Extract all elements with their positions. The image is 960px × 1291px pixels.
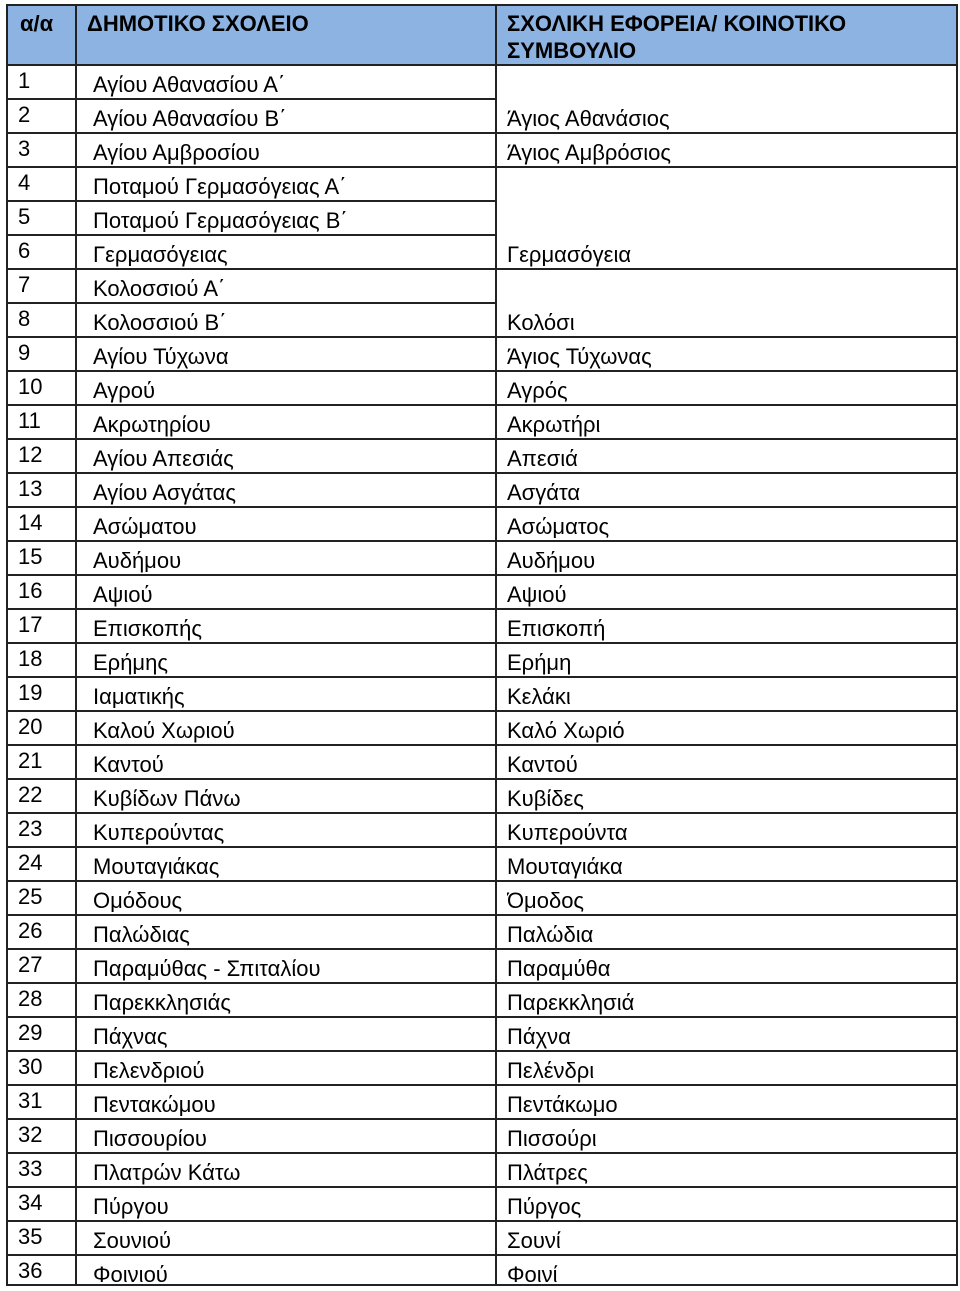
row-number: 31: [18, 1088, 43, 1113]
school-name: Πύργου: [93, 1194, 169, 1219]
school-name: Παλώδιας: [93, 922, 190, 947]
board-divider: [495, 642, 956, 644]
row-number: 34: [18, 1190, 43, 1215]
row-number: 15: [18, 544, 43, 569]
board-divider: [495, 1118, 956, 1120]
school-name: Ομόδους: [93, 888, 183, 913]
board-divider: [495, 948, 956, 950]
school-name: Αγρού: [93, 378, 156, 403]
row-number: 8: [18, 306, 31, 331]
board-name: Πάχνα: [507, 1024, 571, 1049]
school-name: Ποταμού Γερμασόγειας Α΄: [93, 174, 347, 199]
board-divider: [495, 166, 956, 168]
board-name: Άγιος Αμβρόσιος: [507, 140, 671, 165]
column-divider-2: [495, 6, 497, 1284]
row-number: 10: [18, 374, 43, 399]
row-number: 30: [18, 1054, 43, 1079]
board-divider: [495, 506, 956, 508]
board-divider: [495, 574, 956, 576]
school-name: Πεντακώμου: [93, 1092, 216, 1117]
board-name: Πελένδρι: [507, 1058, 595, 1083]
row-number: 32: [18, 1122, 43, 1147]
school-name: Αψιού: [93, 582, 153, 607]
header-board: ΣΧΟΛΙΚΗ ΕΦΟΡΕΙΑ/ ΚΟΙΝΟΤΙΚΟ ΣΥΜΒΟΥΛΙΟ: [507, 11, 847, 63]
board-divider: [495, 1220, 956, 1222]
school-name: Ασώματου: [93, 514, 197, 539]
school-name: Αγίου Τύχωνα: [93, 344, 229, 369]
school-name: Σουνιού: [93, 1228, 172, 1253]
board-divider: [495, 268, 956, 270]
board-divider: [495, 982, 956, 984]
board-name: Μουταγιάκα: [507, 854, 623, 879]
row-number: 14: [18, 510, 43, 535]
row-number: 2: [18, 102, 31, 127]
board-divider: [495, 404, 956, 406]
board-name: Γερμασόγεια: [507, 242, 632, 267]
board-name: Παλώδια: [507, 922, 594, 947]
board-name: Όμοδος: [507, 888, 585, 913]
board-name: Ακρωτήρι: [507, 412, 601, 437]
board-divider: [495, 1084, 956, 1086]
school-name: Καλού Χωριού: [93, 718, 235, 743]
board-divider: [495, 370, 956, 372]
row-number: 6: [18, 238, 31, 263]
board-name: Αψιού: [507, 582, 567, 607]
board-divider: [495, 540, 956, 542]
school-name: Ιαματικής: [93, 684, 185, 709]
board-name: Ασώματος: [507, 514, 610, 539]
board-name: Αγρός: [507, 378, 568, 403]
board-name: Άγιος Αθανάσιος: [507, 106, 670, 131]
board-divider: [495, 336, 956, 338]
school-name: Ποταμού Γερμασόγειας Β΄: [93, 208, 348, 233]
row-number: 16: [18, 578, 43, 603]
board-divider: [495, 1152, 956, 1154]
board-name: Αυδήμου: [507, 548, 596, 573]
board-divider: [495, 1050, 956, 1052]
header-number: α/α: [20, 11, 54, 36]
board-divider: [495, 608, 956, 610]
board-name: Σουνί: [507, 1228, 561, 1253]
board-divider: [495, 472, 956, 474]
board-divider: [495, 132, 956, 134]
board-divider: [495, 880, 956, 882]
board-divider: [495, 1254, 956, 1256]
row-number: 29: [18, 1020, 43, 1045]
school-name: Αγίου Αθανασίου Β΄: [93, 106, 287, 131]
row-number: 19: [18, 680, 43, 705]
board-divider: [495, 846, 956, 848]
row-number: 21: [18, 748, 43, 773]
board-divider: [495, 1186, 956, 1188]
row-number: 25: [18, 884, 43, 909]
row-number: 24: [18, 850, 43, 875]
school-name: Φοινιού: [93, 1262, 168, 1287]
school-name: Αγίου Αμβροσίου: [93, 140, 260, 165]
school-name: Κυπερούντας: [93, 820, 225, 845]
board-divider: [495, 1016, 956, 1018]
school-name: Επισκοπής: [93, 616, 202, 641]
row-number: 7: [18, 272, 31, 297]
board-name: Φοινί: [507, 1262, 558, 1287]
school-name: Ερήμης: [93, 650, 168, 675]
row-number: 22: [18, 782, 43, 807]
school-name: Κολοσσιού Β΄: [93, 310, 227, 335]
school-name: Καντού: [93, 752, 164, 777]
school-name: Μουταγιάκας: [93, 854, 220, 879]
school-name: Αυδήμου: [93, 548, 182, 573]
board-name: Καλό Χωριό: [507, 718, 625, 743]
row-number: 9: [18, 340, 31, 365]
board-name: Κυβίδες: [507, 786, 584, 811]
board-name: Ερήμη: [507, 650, 572, 675]
board-name: Πεντάκωμο: [507, 1092, 618, 1117]
board-name: Κελάκι: [507, 684, 571, 709]
school-name: Πελενδριού: [93, 1058, 205, 1083]
board-divider: [495, 744, 956, 746]
board-divider: [495, 676, 956, 678]
row-number: 3: [18, 136, 31, 161]
board-name: Άγιος Τύχωνας: [507, 344, 652, 369]
row-number: 23: [18, 816, 43, 841]
schools-table: [6, 4, 958, 1286]
row-number: 36: [18, 1258, 43, 1283]
board-name: Παρεκκλησιά: [507, 990, 635, 1015]
row-number: 17: [18, 612, 43, 637]
row-number: 13: [18, 476, 43, 501]
board-name: Ασγάτα: [507, 480, 581, 505]
board-name: Παραμύθα: [507, 956, 611, 981]
school-name: Παρεκκλησιάς: [93, 990, 231, 1015]
board-name: Επισκοπή: [507, 616, 606, 641]
row-number: 20: [18, 714, 43, 739]
school-name: Πάχνας: [93, 1024, 168, 1049]
row-number: 5: [18, 204, 31, 229]
row-number: 27: [18, 952, 43, 977]
school-name: Ακρωτηρίου: [93, 412, 211, 437]
row-number: 1: [18, 68, 31, 93]
board-divider: [495, 812, 956, 814]
school-name: Πλατρών Κάτω: [93, 1160, 241, 1185]
school-name: Κυβίδων Πάνω: [93, 786, 241, 811]
school-name: Αγίου Απεσιάς: [93, 446, 234, 471]
row-number: 12: [18, 442, 43, 467]
school-name: Γερμασόγειας: [93, 242, 228, 267]
school-name: Αγίου Ασγάτας: [93, 480, 236, 505]
board-name: Κολόσι: [507, 310, 575, 335]
row-number: 26: [18, 918, 43, 943]
board-name: Πλάτρες: [507, 1160, 588, 1185]
school-name: Πισσουρίου: [93, 1126, 207, 1151]
school-name: Κολοσσιού Α΄: [93, 276, 226, 301]
board-divider: [495, 914, 956, 916]
board-name: Απεσιά: [507, 446, 578, 471]
row-number: 18: [18, 646, 43, 671]
row-number: 35: [18, 1224, 43, 1249]
board-name: Πύργος: [507, 1194, 582, 1219]
board-name: Πισσούρι: [507, 1126, 597, 1151]
board-divider: [495, 438, 956, 440]
header-school: ΔΗΜΟΤΙΚΟ ΣΧΟΛΕΙΟ: [87, 11, 309, 36]
board-divider: [495, 778, 956, 780]
row-number: 11: [18, 408, 41, 433]
row-number: 33: [18, 1156, 43, 1181]
board-divider: [495, 710, 956, 712]
row-number: 28: [18, 986, 43, 1011]
school-name: Αγίου Αθανασίου Α΄: [93, 72, 286, 97]
board-name: Καντού: [507, 752, 578, 777]
row-number: 4: [18, 170, 31, 195]
school-name: Παραμύθας - Σπιταλίου: [93, 956, 321, 981]
column-divider-1: [75, 6, 77, 1284]
board-name: Κυπερούντα: [507, 820, 628, 845]
